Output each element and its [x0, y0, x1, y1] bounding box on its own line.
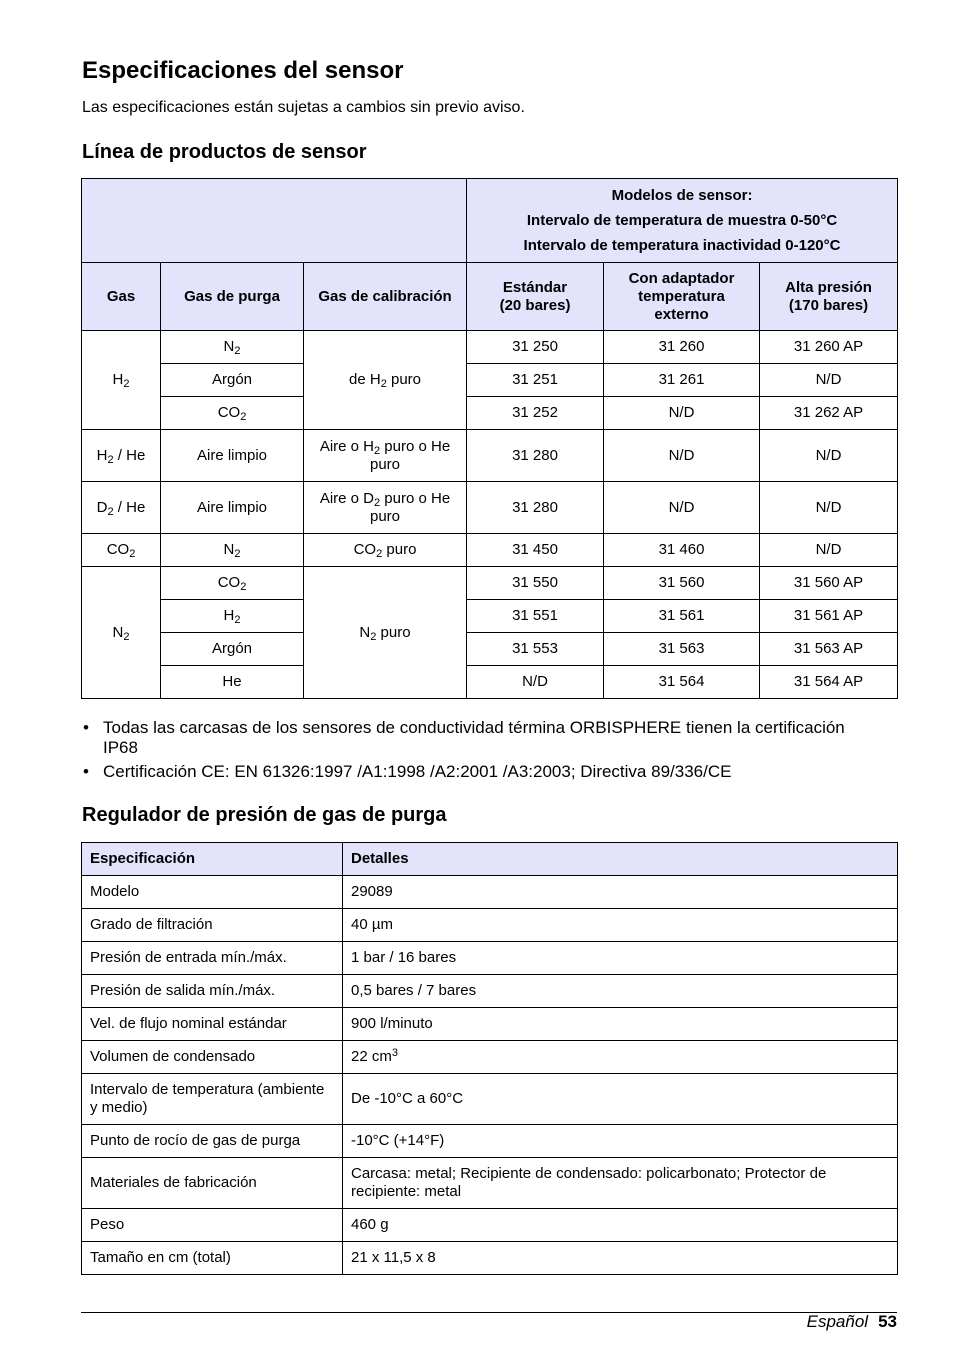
ext-cell: 31 561 — [604, 600, 760, 633]
table-row — [82, 1242, 898, 1275]
bullet-icon: • — [83, 718, 89, 737]
purge-cell: $H_2$ — [161, 600, 304, 633]
sensor-models-header — [467, 179, 898, 263]
table-row — [82, 364, 898, 397]
gas-cell: $D_2$ / He — [82, 482, 161, 534]
std-cell: 31 450 — [467, 534, 604, 567]
gas-cell: $N_2$ — [82, 567, 161, 699]
table-row — [82, 482, 898, 534]
page-footer — [807, 1312, 897, 1332]
ext-cell: 31 563 — [604, 633, 760, 666]
spec-cell: Volumen de condensado — [82, 1041, 343, 1074]
col-header-specification: Especificación — [82, 843, 343, 876]
col-header-gas: Gas — [82, 263, 161, 331]
std-cell: 31 252 — [467, 397, 604, 430]
table-row — [82, 942, 898, 975]
hp-cell: 31 563 AP — [760, 633, 898, 666]
certification-list — [82, 718, 862, 786]
spec-cell: Punto de rocío de gas de purga — [82, 1125, 343, 1158]
table-row — [82, 534, 898, 567]
spec-cell: Materiales de fabricación — [82, 1158, 343, 1209]
models-idle-temp: Intervalo de temperatura inactividad 0-120°C — [523, 237, 841, 254]
ext-cell: 31 564 — [604, 666, 760, 699]
hp-cell: 31 564 AP — [760, 666, 898, 699]
purge-cell: Argón — [161, 364, 304, 397]
intro-text: Las especificaciones están sujetas a cambios sin previo aviso. — [82, 99, 525, 116]
detail-cell: 460 g — [343, 1209, 898, 1242]
std-cell: 31 250 — [467, 331, 604, 364]
purge-regulator-table — [81, 842, 898, 1275]
table-row — [82, 1125, 898, 1158]
bullet-icon: • — [83, 762, 89, 781]
std-cell: 31 280 — [467, 430, 604, 482]
ext-cell: 31 260 — [604, 331, 760, 364]
table-row — [82, 1209, 898, 1242]
calibration-cell: Aire o $H_2$ puro o He puro — [304, 430, 467, 482]
table-row — [82, 666, 898, 699]
std-cell: 31 553 — [467, 633, 604, 666]
footer-language: Español — [806, 1312, 869, 1331]
std-cell: 31 251 — [467, 364, 604, 397]
calibration-cell: de $H_2$ puro — [304, 331, 467, 430]
table-row — [82, 975, 898, 1008]
detail-cell: 29089 — [343, 876, 898, 909]
detail-cell: 1 bar / 16 bares — [343, 942, 898, 975]
detail-cell: 900 l/minuto — [343, 1008, 898, 1041]
table-header-row — [82, 179, 898, 263]
ext-cell: N/D — [604, 482, 760, 534]
hp-cell: N/D — [760, 482, 898, 534]
spec-cell: Tamaño en cm (total) — [82, 1242, 343, 1275]
detail-cell: -10°C (+14°F) — [343, 1125, 898, 1158]
gas-cell: $CO_2$ — [82, 534, 161, 567]
list-item: • Todas las carcasas de los sensores de conductividad términa ORBISPHERE tienen la certificación IP68 — [83, 718, 845, 757]
col-header-high-pressure: Alta presión (170 bares) — [760, 263, 898, 331]
detail-cell: Carcasa: metal; Recipiente de condensado: policarbonato; Protector de recipiente: metal — [343, 1158, 898, 1209]
purge-cell: Aire limpio — [161, 482, 304, 534]
spec-cell: Vel. de flujo nominal estándar — [82, 1008, 343, 1041]
purge-cell: $N_2$ — [161, 331, 304, 364]
spec-cell: Grado de filtración — [82, 909, 343, 942]
calibration-cell: Aire o $D_2$ puro o He puro — [304, 482, 467, 534]
std-cell: 31 551 — [467, 600, 604, 633]
detail-cell: 22 $cm^3$ — [343, 1041, 898, 1074]
spec-cell: Presión de entrada mín./máx. — [82, 942, 343, 975]
table-row — [82, 600, 898, 633]
detail-cell: De -10°C a 60°C — [343, 1074, 898, 1125]
header-blank-cell — [82, 179, 467, 263]
table-row — [82, 633, 898, 666]
section-heading-sensor-line: Línea de productos de sensor — [82, 141, 367, 163]
footer-divider — [81, 1312, 897, 1313]
detail-cell: 0,5 bares / 7 bares — [343, 975, 898, 1008]
models-title: Modelos de sensor: — [611, 187, 753, 204]
table-row — [82, 1008, 898, 1041]
detail-cell: 40 µm — [343, 909, 898, 942]
hp-cell: 31 561 AP — [760, 600, 898, 633]
ext-cell: 31 261 — [604, 364, 760, 397]
purge-cell: $N_2$ — [161, 534, 304, 567]
std-cell: N/D — [467, 666, 604, 699]
hp-cell: N/D — [760, 430, 898, 482]
ext-cell: 31 560 — [604, 567, 760, 600]
spec-cell: Peso — [82, 1209, 343, 1242]
col-header-details: Detalles — [343, 843, 898, 876]
sensor-product-table — [81, 178, 898, 699]
purge-cell: Aire limpio — [161, 430, 304, 482]
column-header-row — [82, 263, 898, 331]
table-row — [82, 909, 898, 942]
hp-cell: 31 262 AP — [760, 397, 898, 430]
purge-cell: He — [161, 666, 304, 699]
spec-cell: Modelo — [82, 876, 343, 909]
col-header-purge-gas: Gas de purga — [161, 263, 304, 331]
purge-cell: Argón — [161, 633, 304, 666]
models-sample-temp: Intervalo de temperatura de muestra 0-50°C — [526, 212, 838, 229]
hp-cell: N/D — [760, 534, 898, 567]
purge-cell: $CO_2$ — [161, 567, 304, 600]
table-row — [82, 1158, 898, 1209]
gas-cell: $H_2$ / He — [82, 430, 161, 482]
table-row — [82, 1074, 898, 1125]
ext-cell: 31 460 — [604, 534, 760, 567]
column-header-row — [82, 843, 898, 876]
col-header-standard: Estándar (20 bares) — [467, 263, 604, 331]
spec-cell: Intervalo de temperatura (ambiente y medio) — [82, 1074, 343, 1125]
hp-cell: N/D — [760, 364, 898, 397]
hp-cell: 31 560 AP — [760, 567, 898, 600]
table-row — [82, 1041, 898, 1074]
hp-cell: 31 260 AP — [760, 331, 898, 364]
ext-cell: N/D — [604, 397, 760, 430]
col-header-external-temp-adapter: Con adaptador temperatura externo — [604, 263, 760, 331]
table-row — [82, 397, 898, 430]
std-cell: 31 280 — [467, 482, 604, 534]
page-title: Especificaciones del sensor — [82, 57, 404, 84]
ext-cell: N/D — [604, 430, 760, 482]
table-row — [82, 331, 898, 364]
spec-cell: Presión de salida mín./máx. — [82, 975, 343, 1008]
list-item: • Certificación CE: EN 61326:1997 /A1:1998 /A2:2001 /A3:2003; Directiva 89/336/CE — [83, 762, 732, 781]
calibration-cell: $CO_2$ puro — [304, 534, 467, 567]
section-heading-purge-regulator: Regulador de presión de gas de purga — [82, 804, 447, 826]
col-header-calibration-gas: Gas de calibración — [304, 263, 467, 331]
purge-cell: $CO_2$ — [161, 397, 304, 430]
table-row — [82, 567, 898, 600]
gas-cell: $H_2$ — [82, 331, 161, 430]
calibration-cell: $N_2$ puro — [304, 567, 467, 699]
page-number: 53 — [878, 1312, 897, 1331]
detail-cell: 21 x 11,5 x 8 — [343, 1242, 898, 1275]
table-row — [82, 876, 898, 909]
std-cell: 31 550 — [467, 567, 604, 600]
table-row — [82, 430, 898, 482]
